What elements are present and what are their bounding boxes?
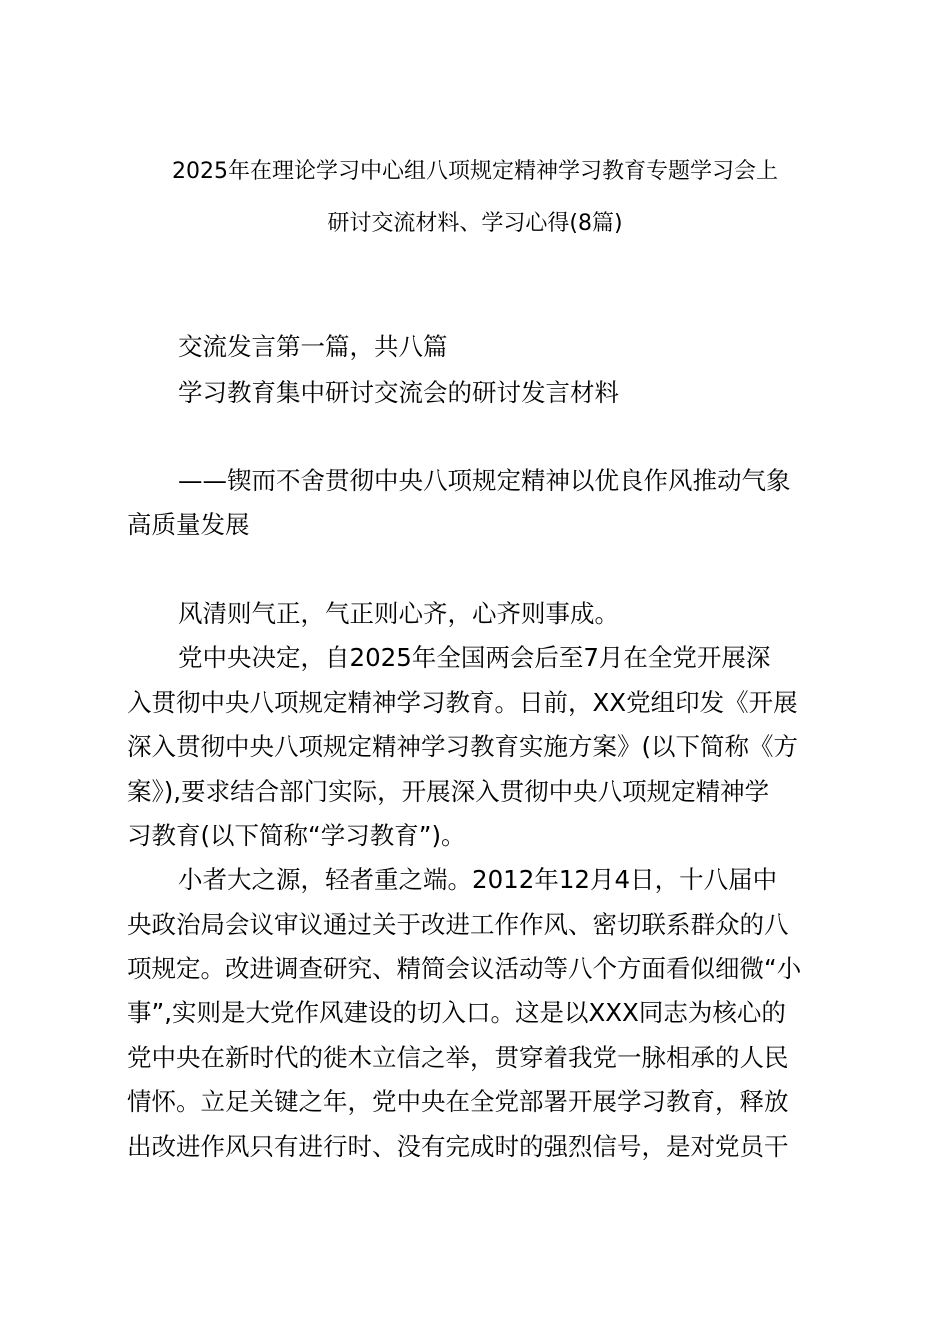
body-paragraph-line: 情怀。立足关键之年，党中央在全党部署开展学习教育，释放 — [127, 1087, 789, 1116]
body-paragraph-line: 央政治局会议审议通过关于改进工作作风、密切联系群众的八 — [127, 910, 789, 939]
section-heading: 学习教育集中研讨交流会的研讨发言材料 — [178, 378, 619, 407]
body-paragraph-line: 深入贯彻中央八项规定精神学习教育实施方案》(以下简称《方 — [127, 732, 799, 761]
body-paragraph-line: 习教育(以下简称“学习教育”)。 — [127, 821, 466, 850]
subtitle-line-2: 高质量发展 — [127, 510, 250, 539]
body-paragraph-line: 事”,实则是大党作风建设的切入口。这是以XXX同志为核心的 — [127, 998, 786, 1027]
document-title-line-1: 2025年在理论学习中心组八项规定精神学习教育专题学习会上 — [172, 159, 778, 184]
body-paragraph-line: 入贯彻中央八项规定精神学习教育。日前，XX党组印发《开展 — [127, 688, 798, 717]
body-paragraph-line: 风清则气正，气正则心齐，心齐则事成。 — [178, 599, 619, 628]
document-title-line-2: 研讨交流材料、学习心得(8篇) — [327, 211, 623, 236]
body-paragraph-line: 出改进作风只有进行时、没有完成时的强烈信号，是对党员干 — [127, 1132, 789, 1161]
subtitle-line-1: ——锲而不舍贯彻中央八项规定精神以优良作风推动气象 — [178, 466, 791, 495]
body-paragraph-line: 党中央决定，自2025年全国两会后至7月在全党开展深 — [178, 643, 771, 672]
section-label: 交流发言第一篇，共八篇 — [178, 332, 448, 361]
body-paragraph-line: 小者大之源，轻者重之端。2012年12月4日，十八届中 — [178, 865, 778, 894]
body-paragraph-line: 党中央在新时代的徙木立信之举，贯穿着我党一脉相承的人民 — [127, 1043, 789, 1072]
body-paragraph-line: 项规定。改进调查研究、精简会议活动等八个方面看似细微“小 — [127, 954, 802, 983]
body-paragraph-line: 案》),要求结合部门实际，开展深入贯彻中央八项规定精神学 — [127, 777, 770, 806]
